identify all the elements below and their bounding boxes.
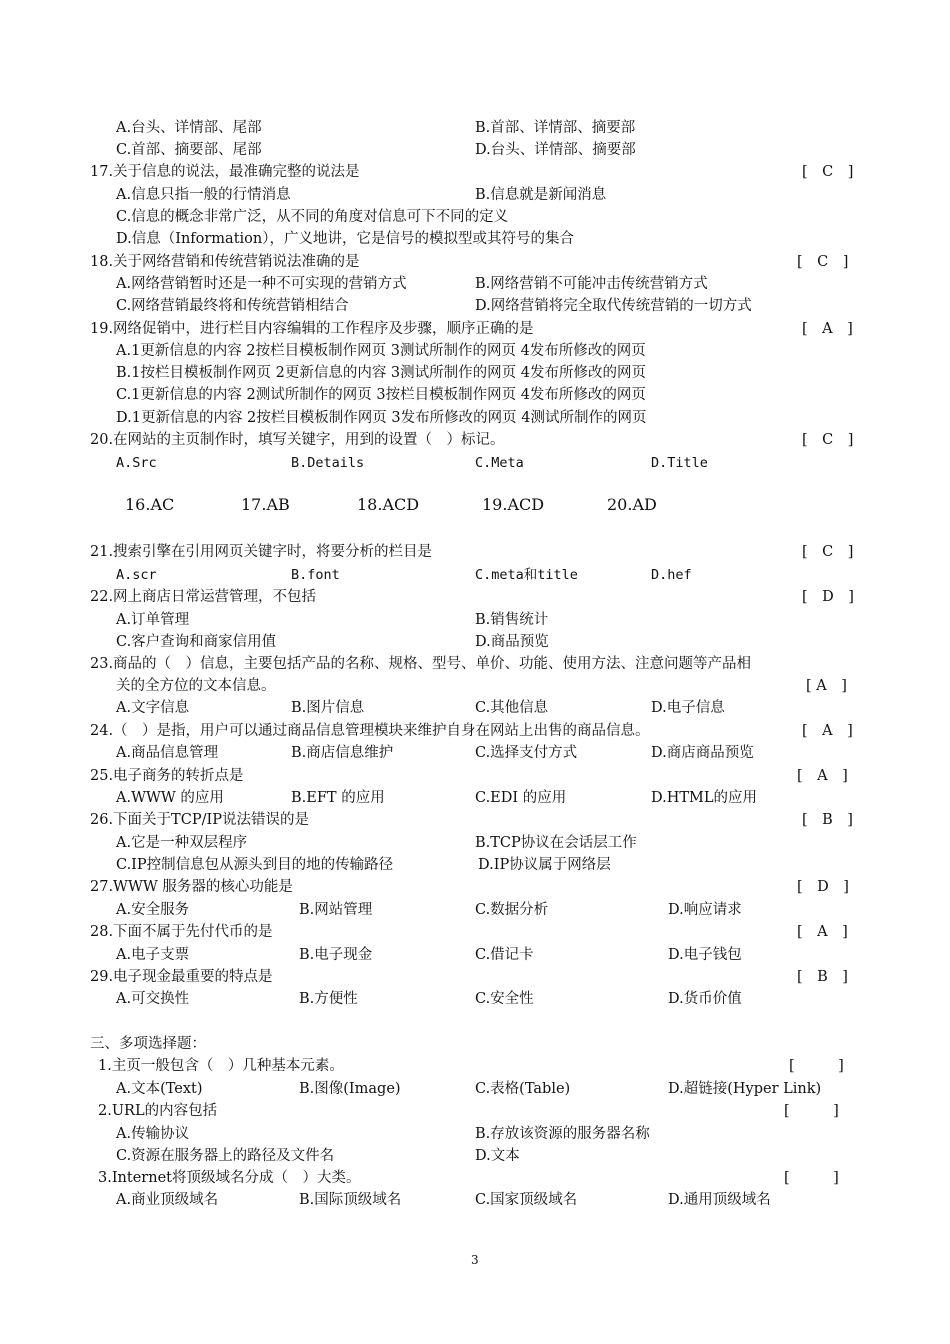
text-line: B.信息就是新闻消息: [475, 187, 607, 203]
text-line: 23.商品的（ ）信息，主要包括产品的名称、规格、型号、单价、功能、使用方法、注意问题等产品相: [90, 656, 752, 672]
text-line: [ A ]: [797, 768, 848, 784]
text-line: [ C ]: [802, 164, 854, 180]
text-line: D.IP协议属于网络层: [478, 857, 611, 873]
text-line: C.选择支付方式: [475, 745, 578, 761]
text-line: C.IP控制信息包从源头到目的地的传输路径: [116, 857, 394, 873]
text-line: B.电子现金: [299, 947, 373, 963]
text-line: D.商品预览: [475, 634, 549, 650]
text-line: D.超链接(Hyper Link): [668, 1081, 822, 1097]
text-line: 27.WWW 服务器的核心功能是: [90, 879, 293, 895]
text-line: A.安全服务: [116, 902, 190, 918]
text-line: C.借记卡: [475, 947, 534, 963]
text-line: C.国家顶级域名: [475, 1192, 578, 1208]
text-line: 17.AB: [241, 495, 290, 514]
text-line: 16.AC: [125, 495, 175, 514]
text-line: B.图片信息: [291, 700, 365, 716]
text-line: [ D ]: [797, 879, 849, 895]
text-line: [ D ]: [802, 589, 854, 605]
text-line: D.响应请求: [668, 902, 742, 918]
text-line: D.文本: [475, 1148, 520, 1164]
text-line: A.1更新信息的内容 2按栏目模板制作网页 3测试所制作的网页 4发布所修改的网页: [116, 343, 646, 359]
text-line: C.首部、摘要部、尾部: [116, 142, 262, 158]
text-line: A.商业顶级域名: [116, 1192, 219, 1208]
text-line: C.EDI 的应用: [475, 790, 567, 806]
text-line: B.销售统计: [475, 612, 549, 628]
text-line: C.1更新信息的内容 2测试所制作的网页 3按栏目模板制作网页 4发布所修改的网页: [116, 387, 646, 403]
text-line: D.1更新信息的内容 2按栏目模板制作网页 3发布所修改的网页 4测试所制作的网页: [116, 410, 647, 426]
text-line: C.安全性: [475, 991, 534, 1007]
text-line: A.信息只指一般的行情消息: [116, 187, 291, 203]
text-line: D.台头、详情部、摘要部: [475, 142, 636, 158]
text-line: 19.ACD: [482, 495, 545, 514]
text-line: A.传输协议: [116, 1126, 190, 1142]
text-line: B.Details: [291, 455, 365, 471]
text-line: B.1按栏目模板制作网页 2更新信息的内容 3测试所制作的网页 4发布所修改的网页: [116, 365, 646, 381]
text-line: [ C ]: [802, 432, 854, 448]
text-line: 1.主页一般包含（ ）几种基本元素。: [98, 1058, 344, 1074]
text-line: A.网络营销暂时还是一种不可实现的营销方式: [116, 276, 407, 292]
text-line: B.TCP协议在会话层工作: [475, 835, 637, 851]
text-line: B.首部、详情部、摘要部: [475, 120, 636, 136]
text-line: [ A ]: [802, 321, 853, 337]
text-line: A.WWW 的应用: [116, 790, 224, 806]
text-line: D.通用顶级域名: [668, 1192, 771, 1208]
text-line: [ B ]: [797, 969, 848, 985]
text-line: C.表格(Table): [475, 1081, 571, 1097]
text-line: C.网络营销最终将和传统营销相结合: [116, 298, 349, 314]
text-line: C.资源在服务器上的路径及文件名: [116, 1148, 335, 1164]
text-line: A.可交换性: [116, 991, 190, 1007]
text-line: B.EFT 的应用: [291, 790, 385, 806]
text-line: 20.在网站的主页制作时，填写关键字，用到的设置（ ）标记。: [90, 432, 505, 448]
text-line: 24.（ ）是指，用户可以通过商品信息管理模块来维护自身在网站上出售的商品信息。: [90, 723, 650, 739]
text-line: A.文本(Text): [116, 1081, 203, 1097]
text-line: C.数据分析: [475, 902, 549, 918]
text-line: [ ]: [789, 1058, 844, 1074]
text-line: 19.网络促销中，进行栏目内容编辑的工作程序及步骤，顺序正确的是: [90, 321, 534, 337]
text-line: [ C ]: [802, 544, 854, 560]
text-line: 3.Internet将顶级域名分成（ ）大类。: [98, 1170, 361, 1186]
text-line: D.Title: [651, 455, 708, 471]
text-line: D.信息（Information），广义地讲，它是信号的模拟型或其符号的集合: [116, 231, 574, 247]
text-line: A.台头、详情部、尾部: [116, 120, 262, 136]
text-line: B.方便性: [299, 991, 358, 1007]
text-line: [ A ]: [797, 924, 848, 940]
text-line: 26.下面关于TCP/IP说法错误的是: [90, 812, 309, 828]
text-line: 25.电子商务的转折点是: [90, 768, 244, 784]
text-line: A.电子支票: [116, 947, 190, 963]
text-line: B.国际顶级域名: [299, 1192, 402, 1208]
text-line: A.商品信息管理: [116, 745, 219, 761]
text-line: C.客户查询和商家信用值: [116, 634, 277, 650]
text-line: D.货币价值: [668, 991, 742, 1007]
text-line: 28.下面不属于先付代币的是: [90, 924, 273, 940]
text-line: D.电子信息: [651, 700, 725, 716]
text-line: D.电子钱包: [668, 947, 742, 963]
text-line: C.Meta: [475, 455, 524, 471]
page-number: 3: [471, 1253, 479, 1267]
text-line: [ ]: [784, 1103, 839, 1119]
text-line: A.scr: [116, 567, 157, 583]
text-line: 29.电子现金最重要的特点是: [90, 969, 273, 985]
text-line: 18.ACD: [357, 495, 420, 514]
text-line: [ ]: [784, 1170, 839, 1186]
text-line: B.图像(Image): [299, 1081, 401, 1097]
text-line: D.商店商品预览: [651, 745, 754, 761]
text-line: B.存放该资源的服务器名称: [475, 1126, 650, 1142]
text-line: A.文字信息: [116, 700, 190, 716]
text-line: 2.URL的内容包括: [98, 1103, 218, 1119]
text-line: D.hef: [651, 567, 692, 583]
text-line: C.信息的概念非常广泛，从不同的角度对信息可下不同的定义: [116, 209, 509, 225]
text-line: A.Src: [116, 455, 157, 471]
text-line: 22.网上商店日常运营管理，不包括: [90, 589, 317, 605]
text-line: A.它是一种双层程序: [116, 835, 248, 851]
text-line: C.meta和title: [475, 567, 578, 583]
text-line: 21.搜索引擎在引用网页关键字时，将要分析的栏目是: [90, 544, 433, 560]
text-line: B.网站管理: [299, 902, 373, 918]
text-line: 三、多项选择题：: [90, 1036, 206, 1052]
text-line: [ A ]: [806, 678, 847, 694]
text-line: C.其他信息: [475, 700, 549, 716]
text-line: D.网络营销将完全取代传统营销的一切方式: [475, 298, 752, 314]
text-line: [ B ]: [802, 812, 853, 828]
text-line: [ A ]: [802, 723, 853, 739]
text-line: B.网络营销不可能冲击传统营销方式: [475, 276, 708, 292]
text-line: 20.AD: [607, 495, 657, 514]
text-line: 关的全方位的文本信息。: [116, 678, 276, 694]
text-line: A.订单管理: [116, 612, 190, 628]
text-line: 17.关于信息的说法，最准确完整的说法是: [90, 164, 360, 180]
text-line: B.商店信息维护: [291, 745, 394, 761]
text-line: [ C ]: [797, 254, 849, 270]
text-line: D.HTML的应用: [651, 790, 758, 806]
text-line: B.font: [291, 567, 340, 583]
text-line: 18.关于网络营销和传统营销说法准确的是: [90, 254, 360, 270]
